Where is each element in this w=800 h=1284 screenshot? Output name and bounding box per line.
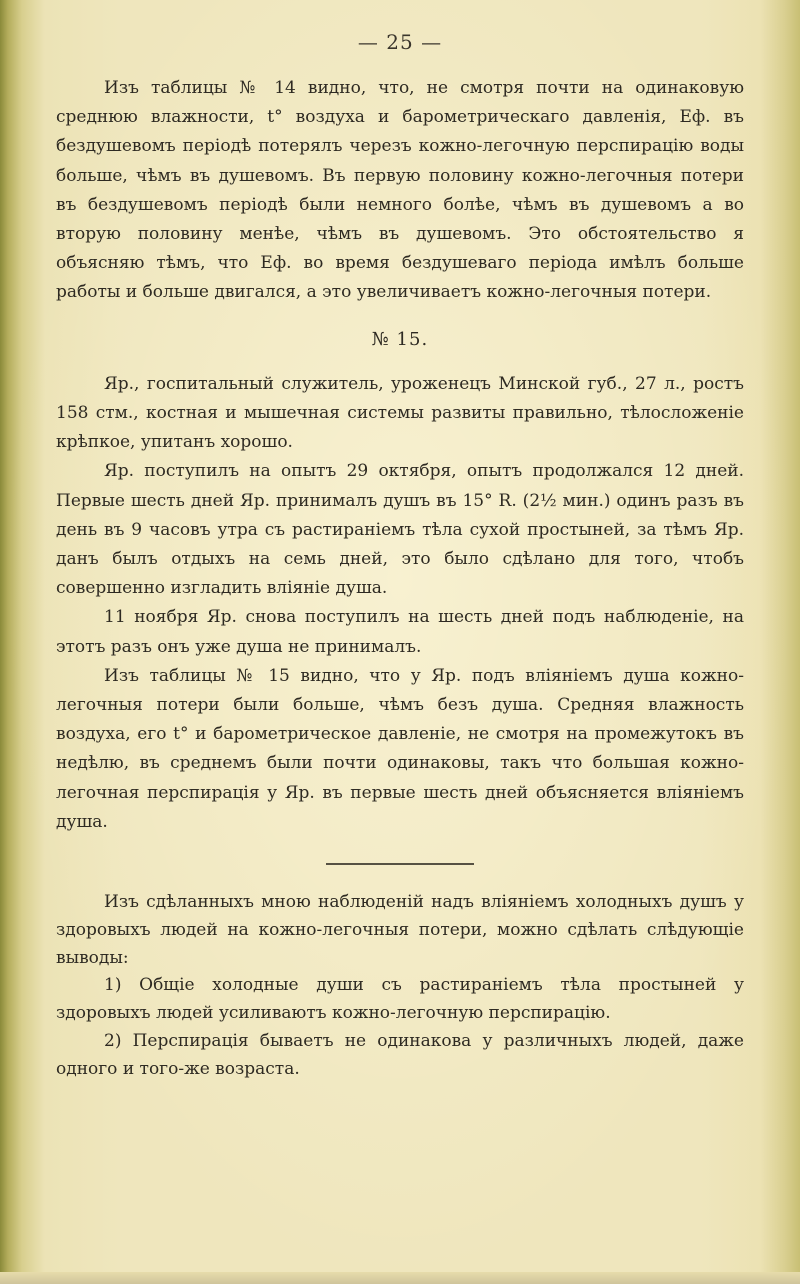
section-divider bbox=[326, 863, 474, 865]
page-body bbox=[56, 74, 744, 1084]
case-heading: № 15. bbox=[371, 328, 429, 350]
paragraph-observation-period: 11 ноября Яр. снова поступилъ на шесть дней подъ наблюденіе, на этотъ разъ онъ уже душа не принималъ. bbox=[56, 607, 744, 657]
page-number: — 25 — bbox=[357, 30, 443, 54]
conclusions-intro: Изъ сдѣланныхъ мною наблюденій надъ вліяніемъ холодныхъ душъ у здоровыхъ людей на кожно-легочныя потери, можно сдѣлать слѣдующіе выводы: bbox=[56, 892, 744, 968]
paragraph-subject-description: Яр., госпитальный служитель, уроженецъ Минской губ., 27 л., ростъ 158 стм., костная и мышечная системы развиты правильно, тѣлосложеніе крѣпкое, упитанъ хорошо. bbox=[56, 373, 744, 453]
paragraph-table15-summary: Изъ таблицы № 15 видно, что у Яр. подъ вліяніемъ душа кожно-легочныя потери были больше, чѣмъ безъ душа. Средняя влажность воздуха, его t° и барометрическое давленіе, не смотря на промежутокъ въ недѣлю, въ среднемъ были почти одинаковы, такъ что большая кожно-легочная перспирація у Яр. въ первые шесть дней объясняется вліяніемъ душа. bbox=[56, 665, 744, 832]
page-bottom-edge bbox=[0, 1272, 800, 1284]
paragraph-experiment-procedure: Яр. поступилъ на опытъ 29 октября, опытъ продолжался 12 дней. Первые шесть дней Яр. принималъ душъ въ 15° R. (2½ мин.) одинъ разъ въ день въ 9 часовъ утра съ растираніемъ тѣла сухой простыней, за тѣмъ Яр. данъ былъ отдыхъ на семь дней, это было сдѣлано для того, чтобъ совершенно изгладить вліяніе душа. bbox=[56, 461, 744, 599]
conclusion-item: 2) Перспирація бываетъ не одинакова у различныхъ людей, даже одного и того-же возраста. bbox=[56, 1031, 744, 1079]
conclusion-item: 1) Общіе холодные души съ растираніемъ тѣла простыней у здоровыхъ людей усиливаютъ кожно-легочную перспирацію. bbox=[56, 975, 744, 1024]
paragraph-table14-summary: Изъ таблицы № 14 видно, что, не смотря почти на одинаковую среднюю влажности, t° воздуха и барометрическаго давленія, Еф. въ бездушевомъ періодѣ потерялъ черезъ кожно-легочную перспирацію воды больше, чѣмъ въ душевомъ. Въ первую половину кожно-легочныя потери въ бездушевомъ періодѣ были немного болѣе, чѣмъ въ душевомъ а во вторую половину менѣе, чѣмъ въ душевомъ. Это обстоятельство я объясняю тѣмъ, что Еф. во время бездушеваго періода имѣлъ больше работы и больше двигался, а это увеличиваетъ кожно-легочныя потери. bbox=[56, 78, 744, 303]
